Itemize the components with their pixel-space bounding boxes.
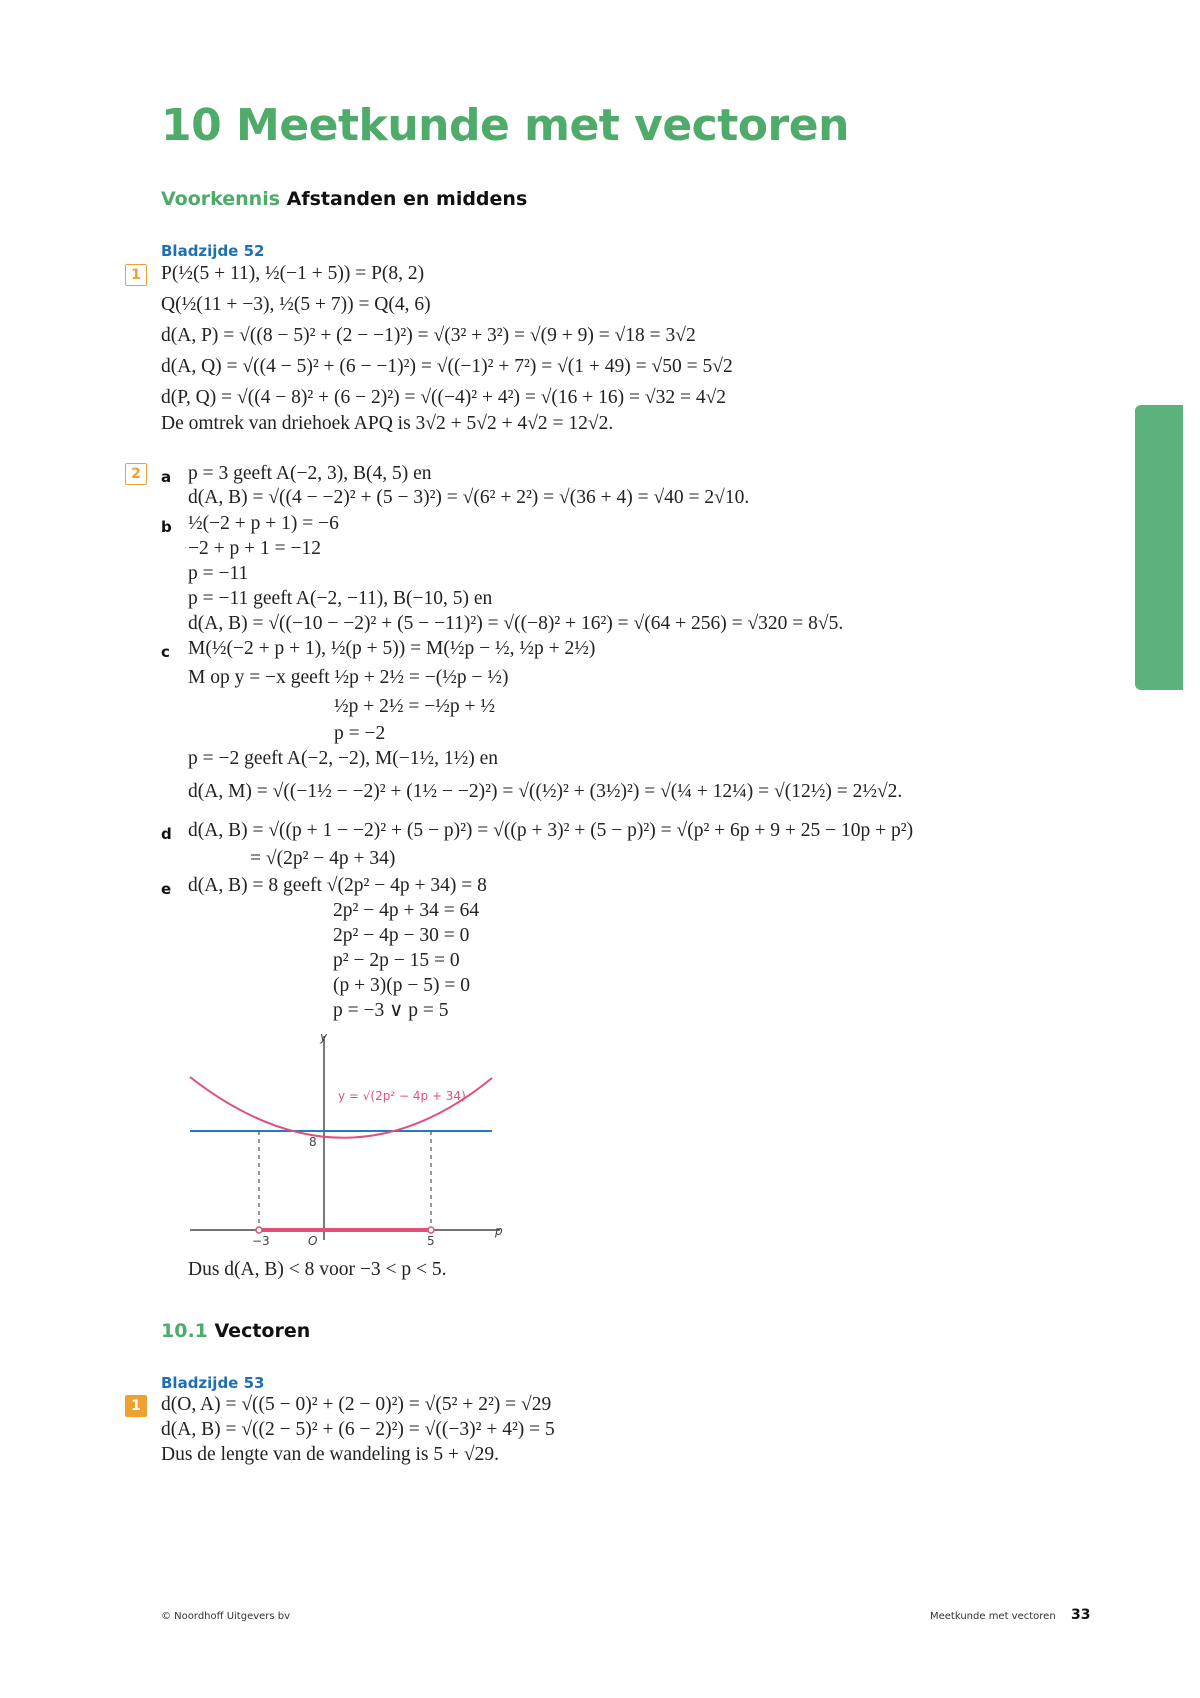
- exercise-number-badge: 1: [125, 1395, 147, 1417]
- math-line: d(A, B) = √((−10 − −2)² + (5 − −11)²) = √((−8)² + 16²) = √(64 + 256) = √320 = 8√5.: [188, 613, 844, 634]
- conclusion-line: Dus d(A, B) < 8 voor −3 < p < 5.: [188, 1259, 447, 1280]
- math-line: p = −3 ∨ p = 5: [333, 1000, 449, 1021]
- section-prefix: 10.1: [161, 1320, 208, 1342]
- subquestion-label: e: [161, 880, 172, 898]
- math-line: (p + 3)(p − 5) = 0: [333, 975, 470, 996]
- math-line: M(½(−2 + p + 1), ½(p + 5)) = M(½p − ½, ½p + 2½): [188, 638, 596, 659]
- x-tick-label: 5: [427, 1234, 435, 1248]
- math-line: P(½(5 + 11), ½(−1 + 5)) = P(8, 2): [161, 263, 425, 284]
- y-axis-label: y: [320, 1030, 328, 1044]
- math-line: d(A, Q) = √((4 − 5)² + (6 − −1)²) = √((−1)² + 7²) = √(1 + 49) = √50 = 5√2: [161, 356, 733, 377]
- section-title: Afstanden en middens: [286, 188, 528, 210]
- subquestion-label: b: [161, 518, 172, 536]
- math-line: d(P, Q) = √((4 − 8)² + (6 − 2)²) = √((−4)² + 4²) = √(16 + 16) = √32 = 4√2: [161, 387, 727, 408]
- exercise-number-badge: 2: [125, 463, 147, 485]
- section-heading-voorkennis: [161, 188, 527, 210]
- math-line: d(A, M) = √((−1½ − −2)² + (1½ − −2)²) = √((½)² + (3½)²) = √(¼ + 12¼) = √(12½) = 2½√2.: [188, 781, 903, 802]
- page-title: 10 Meetkunde met vectoren: [161, 100, 849, 151]
- math-line: p = 3 geeft A(−2, 3), B(4, 5) en: [188, 463, 432, 484]
- exercise-1-solution: [161, 262, 733, 438]
- math-line: d(A, B) = √((p + 1 − −2)² + (5 − p)²) = √((p + 3)² + (5 − p)²) = √(p² + 6p + 9 + 25 − 10p + p²): [188, 820, 914, 841]
- exercise-number-badge: 1: [125, 264, 147, 286]
- exercise-2e-solution: [188, 874, 487, 1024]
- x-axis-label: p: [495, 1224, 503, 1238]
- chapter-side-tab: [1135, 405, 1183, 690]
- open-endpoint-left: [256, 1227, 262, 1233]
- origin-label: O: [308, 1234, 318, 1248]
- math-line: p² − 2p − 15 = 0: [333, 950, 460, 971]
- math-line: = √(2p² − 4p + 34): [250, 848, 396, 869]
- function-graph: [180, 1030, 520, 1250]
- open-endpoint-right: [428, 1227, 434, 1233]
- exercise-2b-solution: [188, 512, 843, 637]
- exercise-2c-solution: [188, 637, 902, 810]
- math-line: d(O, A) = √((5 − 0)² + (2 − 0)²) = √(5² + 2²) = √29: [161, 1394, 552, 1415]
- page-reference: Bladzijde 52: [161, 242, 265, 260]
- exercise-2d-solution: [188, 819, 913, 872]
- section-prefix: Voorkennis: [161, 188, 281, 210]
- math-line: 2p² − 4p − 30 = 0: [333, 925, 470, 946]
- math-line: ½(−2 + p + 1) = −6: [188, 513, 339, 534]
- x-tick-label: −3: [252, 1234, 270, 1248]
- math-line: M op y = −x geeft ½p + 2½ = −(½p − ½): [188, 667, 509, 688]
- curve: [190, 1077, 492, 1138]
- page-reference: Bladzijde 53: [161, 1374, 265, 1392]
- math-line: p = −2: [334, 723, 386, 744]
- math-line: p = −11: [188, 563, 249, 584]
- subquestion-label: c: [161, 643, 170, 661]
- line-value-label: 8: [309, 1135, 317, 1149]
- math-line: −2 + p + 1 = −12: [188, 538, 321, 559]
- math-line: p = −2 geeft A(−2, −2), M(−1½, 1½) en: [188, 748, 499, 769]
- math-line: d(A, B) = 8 geeft √(2p² − 4p + 34) = 8: [188, 875, 487, 896]
- subquestion-label: d: [161, 825, 172, 843]
- section-heading-vectoren: [161, 1320, 310, 1342]
- footer-chapter-name: Meetkunde met vectoren: [930, 1611, 1056, 1622]
- subquestion-label: a: [161, 468, 172, 486]
- math-line: Dus de lengte van de wandeling is 5 + √29.: [161, 1444, 499, 1465]
- exercise-2a-solution: [188, 462, 749, 510]
- math-line: ½p + 2½ = −½p + ½: [334, 696, 495, 717]
- exercise-10-1-solution: [161, 1393, 555, 1468]
- math-line: De omtrek van driehoek APQ is 3√2 + 5√2 + 4√2 = 12√2.: [161, 413, 614, 434]
- math-line: p = −11 geeft A(−2, −11), B(−10, 5) en: [188, 588, 493, 609]
- math-line: Q(½(11 + −3), ½(5 + 7)) = Q(4, 6): [161, 294, 431, 315]
- page-number: 33: [1071, 1607, 1091, 1623]
- section-title: Vectoren: [214, 1320, 311, 1342]
- curve-label: y = √(2p² − 4p + 34): [338, 1089, 466, 1103]
- footer-copyright: © Noordhoff Uitgevers bv: [161, 1611, 291, 1622]
- math-line: d(A, B) = √((4 − −2)² + (5 − 3)²) = √(6² + 2²) = √(36 + 4) = √40 = 2√10.: [188, 487, 750, 508]
- math-line: d(A, P) = √((8 − 5)² + (2 − −1)²) = √(3² + 3²) = √(9 + 9) = √18 = 3√2: [161, 325, 696, 346]
- math-line: d(A, B) = √((2 − 5)² + (6 − 2)²) = √((−3)² + 4²) = 5: [161, 1419, 555, 1440]
- math-line: 2p² − 4p + 34 = 64: [333, 900, 480, 921]
